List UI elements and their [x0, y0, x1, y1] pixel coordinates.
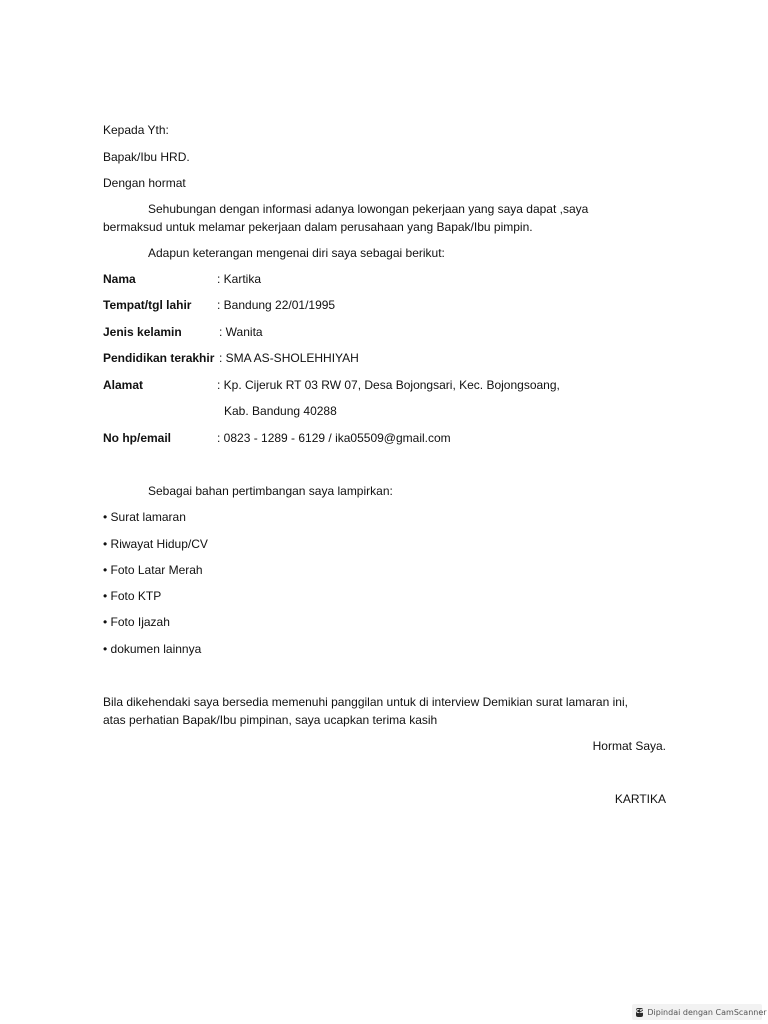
signer-name: KARTIKA [614, 792, 666, 806]
field-label-tempat-tgl-lahir: Tempat/tgl lahir [103, 298, 192, 312]
attachment-item: • Riwayat Hidup/CV [103, 537, 208, 551]
attachments-intro: Sebagai bahan pertimbangan saya lampirkan: [148, 484, 393, 498]
attachment-item: • Surat lamaran [103, 510, 186, 524]
field-value-nama: : Kartika [217, 272, 262, 286]
intro-line-2: bermaksud untuk melamar pekerjaan dalam perusahaan yang Bapak/Ibu pimpin. [103, 220, 533, 234]
camscanner-logo-icon: CS [636, 1008, 644, 1015]
greeting: Dengan hormat [103, 176, 186, 190]
details-intro: Adapun keterangan mengenai diri saya sebagai berikut: [148, 246, 445, 260]
field-value-no-hp-email: : 0823 - 1289 - 6129 / ika05509@gmail.com [217, 431, 451, 445]
field-value-pendidikan-terakhir: : SMA AS-SHOLEHHIYAH [219, 351, 359, 365]
field-value-alamat: : Kp. Cijeruk RT 03 RW 07, Desa Bojongsari, Kec. Bojongsoang, [217, 378, 560, 392]
field-label-jenis-kelamin: Jenis kelamin [103, 325, 182, 339]
attachment-item: • dokumen lainnya [103, 642, 202, 656]
recipient-line-1: Kepada Yth: [103, 123, 169, 137]
field-label-nama: Nama [103, 272, 136, 286]
field-label-pendidikan-terakhir: Pendidikan terakhir [103, 351, 215, 365]
watermark-text: Dipindai dengan CamScanner [647, 1007, 767, 1017]
field-value-jenis-kelamin: : Wanita [219, 325, 263, 339]
attachment-item: • Foto Ijazah [103, 615, 170, 629]
recipient-line-2: Bapak/Ibu HRD. [103, 150, 190, 164]
field-value-alamat-line-2: Kab. Bandung 40288 [224, 404, 337, 418]
camscanner-watermark [632, 1004, 767, 1020]
field-label-no-hp-email: No hp/email [103, 431, 172, 445]
attachment-item: • Foto KTP [103, 589, 162, 603]
attachment-item: • Foto Latar Merah [103, 563, 203, 577]
field-value-tempat-tgl-lahir: : Bandung 22/01/1995 [217, 298, 336, 312]
intro-line-1: Sehubungan dengan informasi adanya lowongan pekerjaan yang saya dapat ,saya [148, 202, 589, 216]
closing-line-1: Bila dikehendaki saya bersedia memenuhi panggilan untuk di interview Demikian surat lamaran ini, [103, 695, 628, 709]
sign-off: Hormat Saya. [592, 739, 666, 753]
field-label-alamat: Alamat [103, 378, 144, 392]
closing-line-2: atas perhatian Bapak/Ibu pimpinan, saya ucapkan terima kasih [103, 713, 438, 727]
